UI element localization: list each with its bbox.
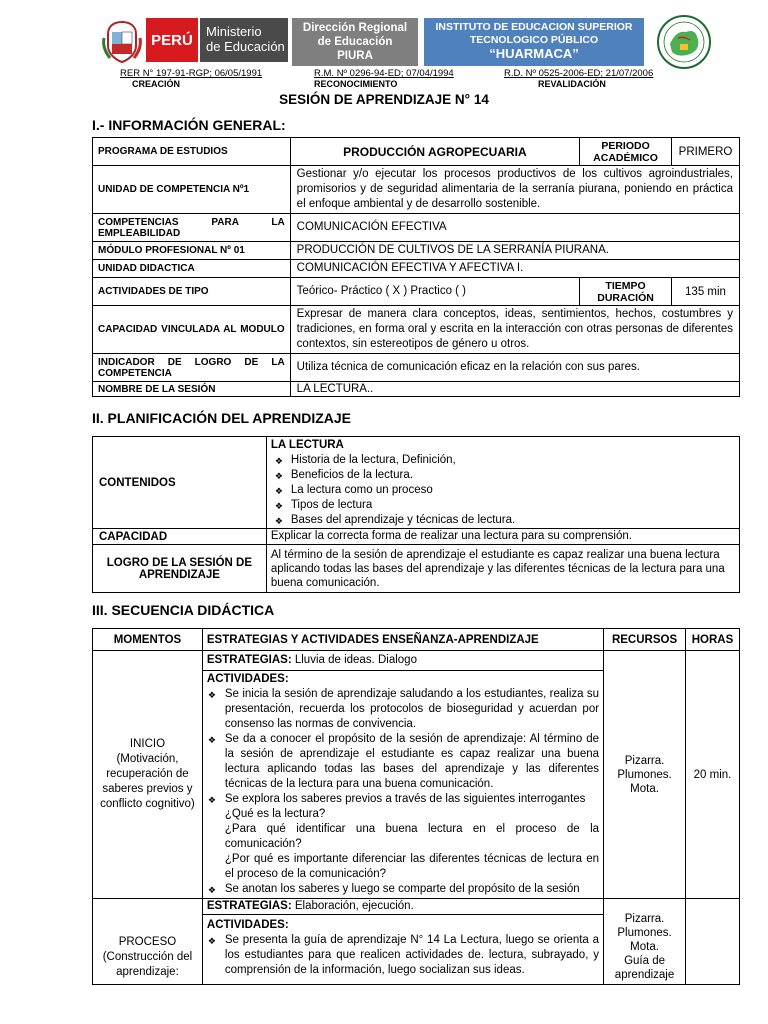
contenidos-cell xyxy=(266,437,739,529)
ministry-name xyxy=(200,18,288,62)
competencias-label: COMPETENCIAS PARA LA EMPLEABILIDAD xyxy=(93,214,291,242)
periodo-label: PERIODO ACADÉMICO xyxy=(580,138,672,166)
header-momentos: MOMENTOS xyxy=(93,629,203,651)
capacidad-label: CAPACIDAD VINCULADA AL MODULO xyxy=(93,306,291,354)
table-row xyxy=(93,382,740,397)
periodo-value: PRIMERO xyxy=(672,138,740,166)
institute-box xyxy=(424,18,644,66)
contenidos-title: LA LECTURA xyxy=(270,438,344,451)
list-item: ❖ Se explora los saberes previos a través de las siguientes interrogantes xyxy=(207,792,599,807)
modulo-label: MÓDULO PROFESIONAL Nº 01 xyxy=(93,242,291,260)
planning-table xyxy=(92,436,740,593)
recurso-item: Plumones. xyxy=(617,768,672,781)
ministry-line-1: Ministerio xyxy=(206,24,262,39)
proceso-horas xyxy=(686,899,740,985)
unidad-didactica-value: COMUNICACIÓN EFECTIVA Y AFECTIVA I. xyxy=(290,260,739,278)
inicio-momento xyxy=(93,651,203,899)
table-row xyxy=(93,899,740,915)
programa-label: PROGRAMA DE ESTUDIOS xyxy=(93,138,291,166)
table-row xyxy=(93,545,740,593)
recurso-item: Mota. xyxy=(630,782,659,795)
table-row xyxy=(93,242,740,260)
programa-value: PRODUCCIÓN AGROPECUARIA xyxy=(290,138,579,166)
list-item: ❖ Historia de la lectura, Definición, xyxy=(271,453,735,468)
revalidation-ref: R.D. Nº 0525-2006-ED; 21/07/2006 xyxy=(504,68,654,79)
pregunta-item: ¿Para qué identificar una buena lectura en el proceso de la comunicación? xyxy=(224,823,600,850)
table-row xyxy=(93,354,740,382)
actividades-value: Teórico- Práctico ( X ) Practico ( ) xyxy=(290,278,579,306)
contenidos-label: CONTENIDOS xyxy=(93,437,267,529)
inicio-title: INICIO xyxy=(129,738,166,750)
peru-coat-of-arms-icon xyxy=(100,18,144,64)
tiempo-label: TIEMPO DURACIÓN xyxy=(580,278,672,306)
creation-label: CREACIÓN xyxy=(132,79,181,89)
section-3-heading: III. SECUENCIA DIDÁCTICA xyxy=(92,602,275,618)
table-row xyxy=(93,138,740,166)
direction-line-1: Dirección Regional xyxy=(302,22,408,34)
inicio-actividades-list xyxy=(207,687,599,807)
unidad-didactica-label: UNIDAD DIDACTICA xyxy=(93,260,291,278)
inicio-desc: (Motivación, recuperación de saberes previos y conflicto cognitivo) xyxy=(100,753,195,810)
pregunta-item: ¿Qué es la lectura? xyxy=(224,808,326,820)
creation-ref: RER N° 197-91-RGP; 06/05/1991 xyxy=(120,68,263,79)
list-item: ❖ Se da a conocer el propósito de la sesión de aprendizaje: Al término de la sesión de aprendizaje el estudiante es capaz realizar una buena lectura aplicando todas las bases del aprendizaje y las diferentes técnicas de la lectura para una buena comunicación. xyxy=(207,732,599,792)
estrategias-tag: ESTRATEGIAS: xyxy=(206,654,292,666)
proceso-actividades-list xyxy=(207,933,599,978)
institute-line-2: TECNOLOGICO PÚBLICO xyxy=(469,34,599,46)
list-item: ❖ Se inicia la sesión de aprendizaje saludando a los estudiantes, realiza su presentación, recuerda los protocolos de bioseguridad y acuerdan por consenso las normas de convivencia. xyxy=(207,687,599,732)
logro-value: Al término de la sesión de aprendizaje el estudiante es capaz realizar una buena lectura aplicando todas las bases del aprendizaje y las diferentes técnicas de la lectura para una buena comunicación. xyxy=(266,545,739,593)
pregunta-item: ¿Por qué es importante diferenciar las diferentes técnicas de lectura en el proceso de la comunicación? xyxy=(224,853,600,880)
capacidad-value: Expresar de manera clara conceptos, ideas, sentimientos, hechos, costumbres y tradiciones, en forma oral y escrita en la interacción con otras personas de diferentes contextos, sin estereotipos de género u otros. xyxy=(290,306,739,354)
capacidad-planning-value: Explicar la correcta forma de realizar una lectura para su comprensión. xyxy=(266,529,739,545)
header-recursos: RECURSOS xyxy=(604,629,686,651)
actividades-tag: ACTIVIDADES: xyxy=(206,673,289,685)
document-title: SESIÓN DE APRENDIZAJE N° 14 xyxy=(279,92,489,107)
recurso-item: Guía de aprendizaje xyxy=(614,955,675,981)
estrategias-tag: ESTRATEGIAS: xyxy=(206,900,292,912)
contenidos-list xyxy=(271,453,735,528)
regional-direction-box xyxy=(292,18,418,66)
section-2-heading: II. PLANIFICACIÓN DEL APRENDIZAJE xyxy=(92,410,352,426)
proceso-actividades xyxy=(202,915,603,985)
header-horas: HORAS xyxy=(686,629,740,651)
inicio-cierre-list xyxy=(207,882,599,897)
proceso-title: PROCESO xyxy=(118,936,177,948)
proceso-momento xyxy=(93,899,203,985)
table-row xyxy=(93,437,740,529)
capacidad-planning-label: CAPACIDAD xyxy=(93,529,267,545)
nombre-sesion-value: LA LECTURA.. xyxy=(290,382,739,397)
table-row xyxy=(93,278,740,306)
table-row xyxy=(93,306,740,354)
recurso-item: Plumones. xyxy=(617,927,672,939)
institute-seal-icon xyxy=(656,14,712,70)
proceso-recursos xyxy=(604,899,686,985)
actividades-tag: ACTIVIDADES: xyxy=(206,919,289,931)
list-item: ❖ La lectura como un proceso xyxy=(271,483,735,498)
general-info-table xyxy=(92,137,740,397)
logro-label: LOGRO DE LA SESIÓN DE APRENDIZAJE xyxy=(93,545,267,593)
proceso-estrategias-value: Elaboración, ejecución. xyxy=(294,900,414,912)
list-item: ❖ Beneficios de la lectura. xyxy=(271,468,735,483)
revalidation-label: REVALIDACIÓN xyxy=(538,79,606,89)
recurso-item: Mota. xyxy=(630,941,659,953)
recurso-item: Pizarra. xyxy=(624,913,665,925)
institute-line-1: INSTITUTO DE EDUCACION SUPERIOR xyxy=(435,21,633,33)
section-1-heading: I.- INFORMACIÓN GENERAL: xyxy=(92,117,286,133)
table-row xyxy=(93,529,740,545)
recurso-item: Pizarra. xyxy=(624,754,665,767)
actividades-label: ACTIVIDADES DE TIPO xyxy=(93,278,291,306)
ministry-line-2: de Educación xyxy=(206,39,285,54)
table-row xyxy=(93,260,740,278)
recognition-label: RECONOCIMIENTO xyxy=(314,79,398,89)
direction-line-2: de Educación xyxy=(317,36,393,48)
list-item: ❖ Se anotan los saberes y luego se comparte del propósito de la sesión xyxy=(207,882,599,897)
indicador-value: Utiliza técnica de comunicación eficaz en la relación con sus pares. xyxy=(290,354,739,382)
list-item: ❖ Tipos de lectura xyxy=(271,498,735,513)
tiempo-value: 135 min xyxy=(672,278,740,306)
didactic-sequence-table xyxy=(92,628,740,985)
institute-name: “HUARMACA” xyxy=(489,46,579,61)
proceso-estrategias xyxy=(202,899,603,915)
ministry-logo xyxy=(100,14,290,66)
table-row xyxy=(93,651,740,671)
inicio-horas: 20 min. xyxy=(686,651,740,899)
inicio-actividades xyxy=(202,671,603,899)
competencias-value: COMUNICACIÓN EFECTIVA xyxy=(290,214,739,242)
inicio-estrategias xyxy=(202,651,603,671)
peru-label: PERÚ xyxy=(146,18,198,62)
header-estrategias: ESTRATEGIAS Y ACTIVIDADES ENSEÑANZA-APRENDIZAJE xyxy=(202,629,603,651)
table-row xyxy=(93,166,740,214)
list-item: ❖ Bases del aprendizaje y técnicas de lectura. xyxy=(271,513,735,528)
nombre-sesion-label: NOMBRE DE LA SESIÓN xyxy=(93,382,291,397)
inicio-recursos xyxy=(604,651,686,899)
proceso-desc: (Construcción del aprendizaje: xyxy=(102,951,193,978)
list-item: ❖ Se presenta la guía de aprendizaje N° 14 La Lectura, luego se orienta a los estudiantes para que realicen actividades de. lectura, subrayado, y comprensión de la información, luego socializan sus ideas. xyxy=(207,933,599,978)
modulo-value: PRODUCCIÓN DE CULTIVOS DE LA SERRANÍA PIURANA. xyxy=(290,242,739,260)
recognition-ref: R.M. Nº 0296-94-ED; 07/04/1994 xyxy=(314,68,454,79)
unidad-competencia-label: UNIDAD DE COMPETENCIA Nº1 xyxy=(93,166,291,214)
table-header-row xyxy=(93,629,740,651)
indicador-label: INDICADOR DE LOGRO DE LA COMPETENCIA xyxy=(93,354,291,382)
direction-line-3: PIURA xyxy=(337,50,373,62)
unidad-competencia-value: Gestionar y/o ejecutar los procesos productivos de los cultivos agroindustriales, promisorios y de seguridad alimentaria de la serranía piurana, poniendo en práctica el enfoque ambiental y de desarrollo sostenible. xyxy=(290,166,739,214)
inicio-estrategias-value: Lluvia de ideas. Dialogo xyxy=(294,654,417,666)
table-row xyxy=(93,214,740,242)
